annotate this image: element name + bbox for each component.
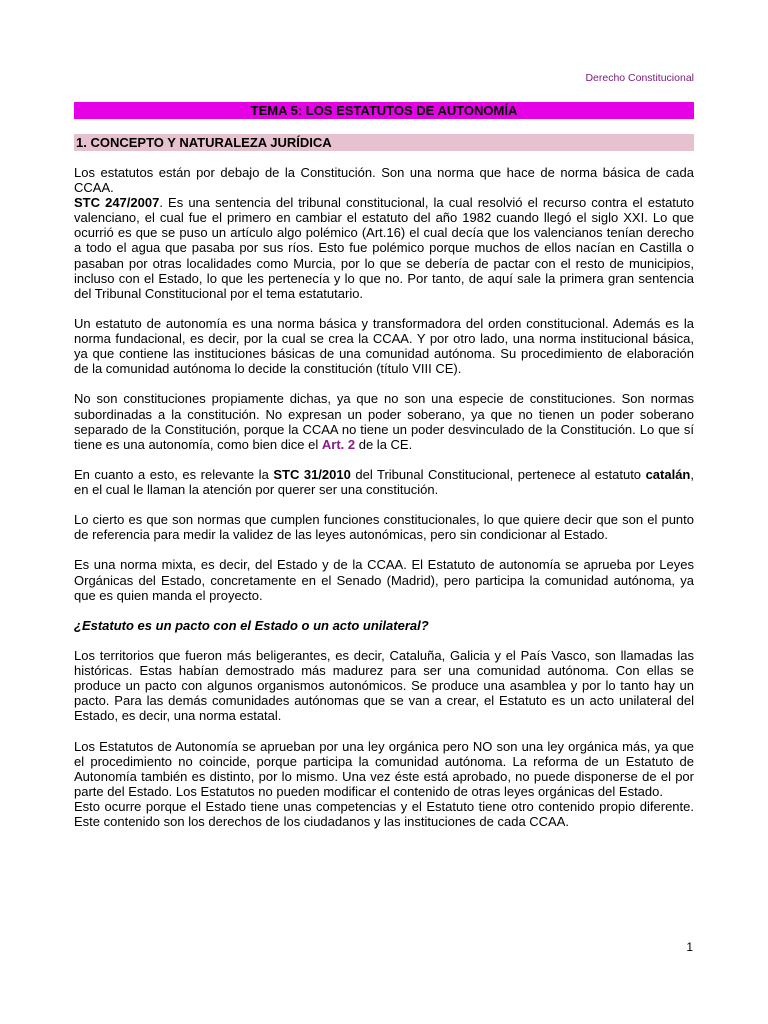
question-heading: ¿Estatuto es un pacto con el Estado o un acto unilateral? [74, 617, 429, 633]
paragraph-3: Un estatuto de autonomía es una norma básica y transformadora del orden constitucional. Además es la norma fundacional, es decir, por la cual se crea la CCAA. Y por otro lado, una norma institucional básica, ya que contiene las instituciones básicas de una comunidad autónoma. Su procedimiento de elaboración de la comunidad autónoma lo decide la constitución (título VIII CE). [74, 315, 694, 377]
page-title: TEMA 5: LOS ESTATUTOS DE AUTONOMÍA [74, 102, 694, 119]
art-2-link[interactable]: Art. 2 [321, 436, 356, 452]
citation-stc-247-2007: STC 247/2007 [74, 195, 160, 211]
paragraph-5-text-a: En cuanto a esto, es relevante la [74, 466, 274, 482]
header-subject: Derecho Constitucional [585, 72, 694, 84]
paragraph-5-text-c: , en el cual le llaman la atención por querer ser una constitución. [74, 466, 694, 497]
section-heading: 1. CONCEPTO Y NATURALEZA JURÍDICA [74, 134, 694, 151]
paragraph-5 [74, 467, 694, 497]
paragraph-10: Esto ocurre porque el Estado tiene unas competencias y el Estatuto tiene otro contenido propio diferente. Este contenido son los derechos de los ciudadanos y las instituciones de cada CCAA. [74, 798, 694, 830]
paragraph-7: Es una norma mixta, es decir, del Estado y de la CCAA. El Estatuto de autonomía se aprueba por Leyes Orgánicas del Estado, concretamente en el Senado (Madrid), pero participa la comunidad autónoma, ya que es quien manda el proyecto. [74, 557, 694, 603]
paragraph-4-text-b: de la CE. [355, 436, 413, 452]
paragraph-5-text-b: del Tribunal Constitucional, pertenece al estatuto [350, 466, 646, 482]
paragraph-4-text-a: No son constituciones propiamente dichas, ya que no son una especie de constituciones. Son normas subordinadas a la constitución. No expresan un poder soberano, ya que no tienen un poder soberano separado de la Constitución, porque la CCAA no tiene un poder desvinculado de la Constitución. Lo que sí tiene es una autonomía, como bien dice el [74, 391, 694, 452]
paragraph-6: Lo cierto es que son normas que cumplen funciones constitucionales, lo que quiere decir que son el punto de referencia para medir la validez de las leyes autonómicas, pero sin condicionar al Estado. [74, 512, 694, 543]
catalan-term: catalán [645, 466, 691, 482]
paragraph-4 [74, 391, 694, 451]
paragraph-9: Los Estatutos de Autonomía se aprueban por una ley orgánica pero NO son una ley orgánica más, ya que el procedimiento no coincide, porque participa la comunidad autónoma. La reforma de un Estatuto de Autonomía también es distinto, por lo mismo. Una vez éste está aprobado, no puede disponerse de el por parte del Estado. Los Estatutos no pueden modificar el contenido de otras leyes orgánicas del Estado. [74, 738, 694, 799]
paragraph-2-text: . Es una sentencia del tribunal constitucional, la cual resolvió el recurso contra el estatuto valenciano, el cual fue el primero en cambiar el estatuto del año 1982 cuando llegó el siglo XXI. Lo que ocurrió es que se puso un artículo algo polémico (Art.16) el cual decía que los valencianos tenían derecho a todo el agua que pasaba por sus ríos. Esto fue polémico porque muchos de ellos nacían en Castilla o pasaban por otras localidades como Murcia, por lo que se debería de pactar con el resto de municipios, incluso con el Estado, lo que les pertenecía y lo que no. Por tanto, de aquí sale la primera gran sentencia del Tribunal Constitucional por el tema estatutario. [74, 195, 694, 301]
paragraph-2 [74, 195, 694, 301]
paragraph-8: Los territorios que fueron más beligerantes, es decir, Cataluña, Galicia y el País Vasco, son llamadas las históricas. Estas habían demostrado más madurez para ser una comunidad autónoma. Con ellas se produce un pacto con algunos organismos autonómicos. Se produce una asamblea y por lo tanto hay un pacto. Para las demás comunidades autónomas que se van a crear, el Estatuto es un acto unilateral del Estado, es decir, una norma estatal. [74, 648, 694, 724]
page-number: 1 [686, 940, 693, 954]
document-body [74, 165, 694, 844]
paragraph-1: Los estatutos están por debajo de la Constitución. Son una norma que hace de norma básica de cada CCAA. [74, 165, 694, 196]
citation-stc-31-2010: STC 31/2010 [273, 466, 351, 482]
